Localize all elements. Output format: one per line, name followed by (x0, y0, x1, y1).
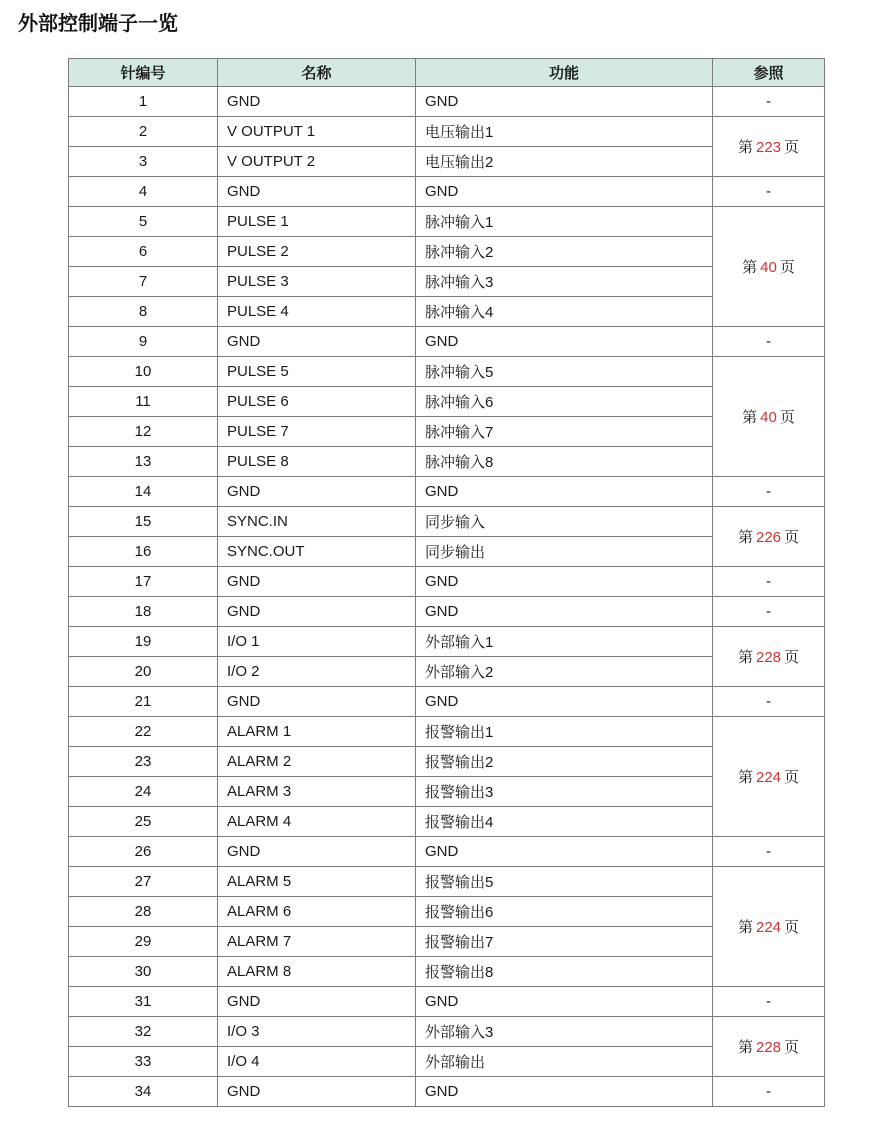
pin-number-cell: 23 (69, 747, 218, 777)
pin-number-cell: 13 (69, 447, 218, 477)
name-cell: ALARM 3 (218, 777, 416, 807)
pin-number-cell: 19 (69, 627, 218, 657)
ref-page-number-link[interactable]: 224 (755, 769, 782, 786)
pin-number-cell: 7 (69, 267, 218, 297)
function-cell: 报警输出3 (416, 777, 713, 807)
name-cell: V OUTPUT 2 (218, 147, 416, 177)
function-cell: GND (416, 597, 713, 627)
table-row (69, 687, 825, 717)
table-row (69, 1047, 825, 1077)
reference-page-cell (713, 117, 825, 177)
pin-number-cell: 14 (69, 477, 218, 507)
function-cell: GND (416, 177, 713, 207)
pin-number-cell: 24 (69, 777, 218, 807)
ref-suffix: 页 (784, 769, 800, 786)
reference-dash-cell: - (713, 597, 825, 627)
ref-suffix: 页 (784, 919, 800, 936)
function-cell: GND (416, 1077, 713, 1107)
table-row (69, 477, 825, 507)
table-row (69, 1077, 825, 1107)
col-header-reference: 参照 (713, 59, 825, 87)
function-cell: GND (416, 837, 713, 867)
terminal-table (68, 58, 825, 1107)
table-row (69, 837, 825, 867)
function-cell: 电压输出1 (416, 117, 713, 147)
pin-number-cell: 15 (69, 507, 218, 537)
reference-page-cell (713, 867, 825, 987)
function-cell: 外部输入1 (416, 627, 713, 657)
pin-number-cell: 22 (69, 717, 218, 747)
pin-number-cell: 27 (69, 867, 218, 897)
table-row (69, 147, 825, 177)
table-body (69, 87, 825, 1107)
ref-page-number-link[interactable]: 226 (755, 529, 782, 546)
ref-prefix: 第 (737, 1039, 753, 1056)
name-cell: ALARM 2 (218, 747, 416, 777)
name-cell: PULSE 4 (218, 297, 416, 327)
pin-number-cell: 21 (69, 687, 218, 717)
name-cell: I/O 4 (218, 1047, 416, 1077)
name-cell: PULSE 1 (218, 207, 416, 237)
function-cell: 脉冲输入7 (416, 417, 713, 447)
name-cell: ALARM 8 (218, 957, 416, 987)
col-header-function: 功能 (416, 59, 713, 87)
ref-prefix: 第 (737, 529, 753, 546)
table-row (69, 597, 825, 627)
table-row (69, 447, 825, 477)
pin-number-cell: 18 (69, 597, 218, 627)
col-header-pin-number: 针编号 (69, 59, 218, 87)
function-cell: 外部输入3 (416, 1017, 713, 1047)
function-cell: 脉冲输入8 (416, 447, 713, 477)
name-cell: PULSE 3 (218, 267, 416, 297)
reference-page-cell (713, 357, 825, 477)
function-cell: 外部输出 (416, 1047, 713, 1077)
pin-number-cell: 29 (69, 927, 218, 957)
ref-prefix: 第 (737, 649, 753, 666)
pin-number-cell: 3 (69, 147, 218, 177)
table-row (69, 507, 825, 537)
name-cell: PULSE 8 (218, 447, 416, 477)
pin-number-cell: 25 (69, 807, 218, 837)
table-row (69, 417, 825, 447)
pin-number-cell: 1 (69, 87, 218, 117)
name-cell: ALARM 5 (218, 867, 416, 897)
table-row (69, 747, 825, 777)
name-cell: ALARM 1 (218, 717, 416, 747)
name-cell: GND (218, 567, 416, 597)
name-cell: PULSE 7 (218, 417, 416, 447)
ref-page-number-link[interactable]: 228 (755, 1039, 782, 1056)
ref-prefix: 第 (737, 139, 753, 156)
table-row (69, 357, 825, 387)
name-cell: GND (218, 177, 416, 207)
table-row (69, 237, 825, 267)
function-cell: 脉冲输入5 (416, 357, 713, 387)
reference-dash-cell: - (713, 837, 825, 867)
function-cell: 报警输出6 (416, 897, 713, 927)
name-cell: SYNC.OUT (218, 537, 416, 567)
name-cell: I/O 1 (218, 627, 416, 657)
name-cell: PULSE 5 (218, 357, 416, 387)
reference-dash-cell: - (713, 177, 825, 207)
pin-number-cell: 32 (69, 1017, 218, 1047)
reference-dash-cell: - (713, 87, 825, 117)
ref-page-number-link[interactable]: 223 (755, 139, 782, 156)
ref-prefix: 第 (737, 769, 753, 786)
reference-page-cell (713, 717, 825, 837)
name-cell: ALARM 4 (218, 807, 416, 837)
ref-prefix: 第 (737, 919, 753, 936)
ref-suffix: 页 (784, 139, 800, 156)
ref-suffix: 页 (784, 649, 800, 666)
function-cell: 报警输出7 (416, 927, 713, 957)
function-cell: 脉冲输入6 (416, 387, 713, 417)
pin-number-cell: 30 (69, 957, 218, 987)
ref-prefix: 第 (742, 259, 758, 276)
function-cell: GND (416, 567, 713, 597)
pin-number-cell: 8 (69, 297, 218, 327)
ref-suffix: 页 (779, 409, 795, 426)
table-row (69, 177, 825, 207)
function-cell: 外部输入2 (416, 657, 713, 687)
function-cell: 报警输出5 (416, 867, 713, 897)
function-cell: 脉冲输入4 (416, 297, 713, 327)
reference-page-cell (713, 507, 825, 567)
name-cell: V OUTPUT 1 (218, 117, 416, 147)
ref-page-number-link[interactable]: 224 (755, 919, 782, 936)
table-row (69, 957, 825, 987)
pin-number-cell: 20 (69, 657, 218, 687)
name-cell: GND (218, 987, 416, 1017)
table-row (69, 807, 825, 837)
pin-number-cell: 28 (69, 897, 218, 927)
function-cell: 电压输出2 (416, 147, 713, 177)
table-row (69, 987, 825, 1017)
function-cell: GND (416, 477, 713, 507)
pin-number-cell: 33 (69, 1047, 218, 1077)
function-cell: GND (416, 87, 713, 117)
reference-dash-cell: - (713, 987, 825, 1017)
pin-number-cell: 5 (69, 207, 218, 237)
ref-page-number-link[interactable]: 228 (755, 649, 782, 666)
page-title: 外部控制端子一览 (18, 13, 178, 35)
table-row (69, 657, 825, 687)
pin-number-cell: 4 (69, 177, 218, 207)
function-cell: 报警输出8 (416, 957, 713, 987)
pin-number-cell: 31 (69, 987, 218, 1017)
name-cell: GND (218, 1077, 416, 1107)
name-cell: GND (218, 327, 416, 357)
function-cell: GND (416, 327, 713, 357)
pin-number-cell: 10 (69, 357, 218, 387)
name-cell: GND (218, 837, 416, 867)
table-row (69, 927, 825, 957)
reference-dash-cell: - (713, 567, 825, 597)
reference-dash-cell: - (713, 477, 825, 507)
table-row (69, 867, 825, 897)
reference-page-cell (713, 1017, 825, 1077)
pin-number-cell: 2 (69, 117, 218, 147)
table-row (69, 777, 825, 807)
pin-number-cell: 11 (69, 387, 218, 417)
header-row (69, 59, 825, 87)
pin-number-cell: 12 (69, 417, 218, 447)
ref-suffix: 页 (784, 1039, 800, 1056)
pin-number-cell: 26 (69, 837, 218, 867)
function-cell: GND (416, 987, 713, 1017)
name-cell: I/O 3 (218, 1017, 416, 1047)
table-row (69, 297, 825, 327)
name-cell: SYNC.IN (218, 507, 416, 537)
function-cell: 报警输出1 (416, 717, 713, 747)
reference-dash-cell: - (713, 1077, 825, 1107)
name-cell: PULSE 2 (218, 237, 416, 267)
table-row (69, 87, 825, 117)
ref-suffix: 页 (784, 529, 800, 546)
reference-page-cell (713, 627, 825, 687)
reference-page-cell (713, 207, 825, 327)
function-cell: 报警输出2 (416, 747, 713, 777)
reference-dash-cell: - (713, 327, 825, 357)
table-row (69, 117, 825, 147)
function-cell: 脉冲输入2 (416, 237, 713, 267)
table-row (69, 387, 825, 417)
name-cell: I/O 2 (218, 657, 416, 687)
table-row (69, 627, 825, 657)
table-row (69, 897, 825, 927)
table-row (69, 537, 825, 567)
name-cell: PULSE 6 (218, 387, 416, 417)
reference-dash-cell: - (713, 687, 825, 717)
function-cell: 脉冲输入3 (416, 267, 713, 297)
pin-number-cell: 17 (69, 567, 218, 597)
function-cell: GND (416, 687, 713, 717)
col-header-name: 名称 (218, 59, 416, 87)
table-row (69, 267, 825, 297)
ref-page-number-link[interactable]: 40 (760, 409, 777, 426)
pin-number-cell: 6 (69, 237, 218, 267)
ref-prefix: 第 (742, 409, 758, 426)
name-cell: GND (218, 597, 416, 627)
function-cell: 同步输入 (416, 507, 713, 537)
name-cell: GND (218, 687, 416, 717)
table-row (69, 327, 825, 357)
pin-number-cell: 9 (69, 327, 218, 357)
name-cell: GND (218, 87, 416, 117)
name-cell: ALARM 7 (218, 927, 416, 957)
table-row (69, 717, 825, 747)
ref-page-number-link[interactable]: 40 (760, 259, 777, 276)
table-row (69, 1017, 825, 1047)
pin-number-cell: 34 (69, 1077, 218, 1107)
table-row (69, 567, 825, 597)
ref-suffix: 页 (779, 259, 795, 276)
table-row (69, 207, 825, 237)
name-cell: ALARM 6 (218, 897, 416, 927)
function-cell: 同步输出 (416, 537, 713, 567)
function-cell: 报警输出4 (416, 807, 713, 837)
name-cell: GND (218, 477, 416, 507)
function-cell: 脉冲输入1 (416, 207, 713, 237)
pin-number-cell: 16 (69, 537, 218, 567)
table-header (69, 59, 825, 87)
